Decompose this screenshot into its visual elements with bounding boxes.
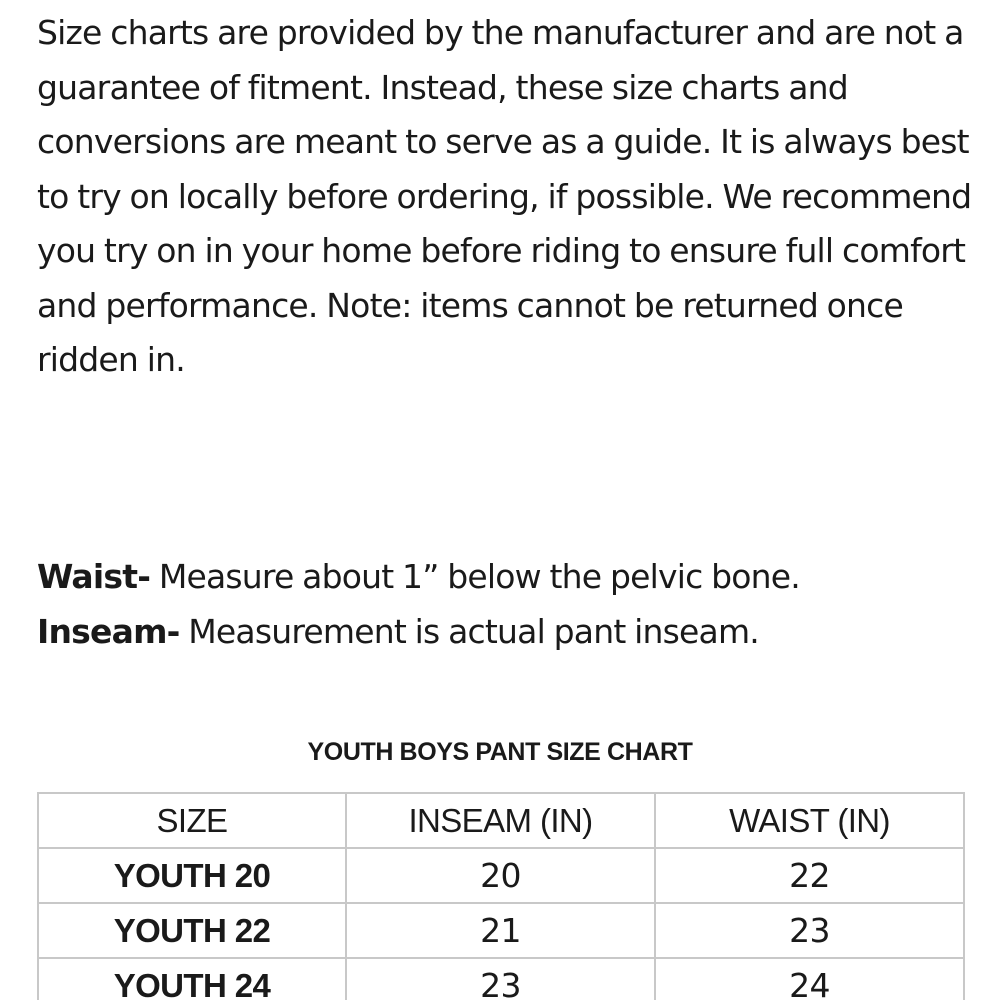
chart-title: YOUTH BOYS PANT SIZE CHART xyxy=(307,738,693,766)
waist-description: Measure about 1” below the pelvic bone. xyxy=(150,557,800,596)
waist-cell: 23 xyxy=(655,903,964,958)
size-chart-table xyxy=(37,792,965,1000)
header-inseam: INSEAM (IN) xyxy=(346,793,655,848)
size-cell: YOUTH 20 xyxy=(38,848,346,903)
table-row xyxy=(38,958,964,1000)
inseam-term: Inseam- xyxy=(37,611,180,651)
size-chart-disclaimer: Size charts are provided by the manufacturer and are not a guarantee of fitment. Instead, these size charts and conversions are meant to serve as a guide. It is always best to try on locally before ordering, if possible. We recommend you try on in your home before riding to ensure full comfort and performance. Note: items cannot be returned once ridden in. xyxy=(37,13,972,379)
table-row xyxy=(38,903,964,958)
table-header-row xyxy=(38,793,964,848)
table-row xyxy=(38,848,964,903)
inseam-cell: 23 xyxy=(346,958,655,1000)
size-cell: YOUTH 22 xyxy=(38,903,346,958)
waist-cell: 22 xyxy=(655,848,964,903)
waist-term: Waist- xyxy=(37,557,151,596)
header-size: SIZE xyxy=(38,793,346,848)
size-cell: YOUTH 24 xyxy=(38,958,346,1000)
inseam-guide xyxy=(37,605,977,660)
inseam-cell: 21 xyxy=(346,903,655,958)
inseam-cell: 20 xyxy=(346,848,655,903)
waist-guide xyxy=(37,550,977,605)
inseam-description: Measurement is actual pant inseam. xyxy=(179,611,759,651)
measurement-guide xyxy=(37,550,977,659)
header-waist: WAIST (IN) xyxy=(655,793,964,848)
waist-cell: 24 xyxy=(655,958,964,1000)
